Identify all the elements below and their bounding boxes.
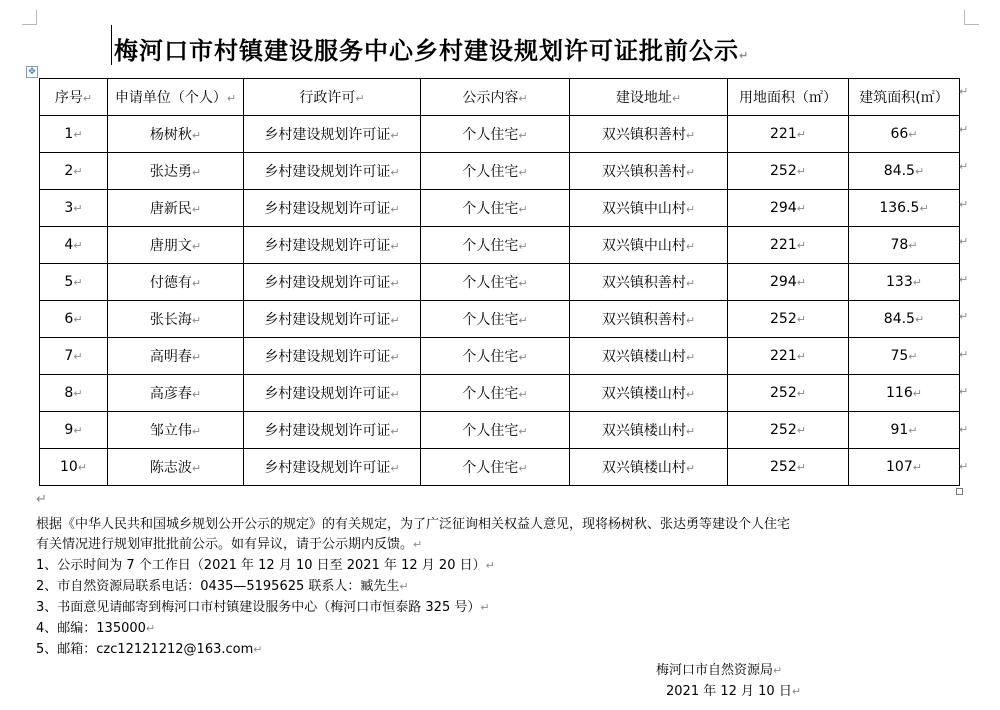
building-area-cell[interactable]: 136.5↵ [849,190,960,227]
building-area-cell[interactable]: 78↵ [849,227,960,264]
index-cell[interactable]: 8↵ [40,375,108,412]
table-row [40,227,960,264]
table-row [40,116,960,153]
row-end-mark: ↵ [959,197,969,211]
row-end-mark: ↵ [959,235,969,248]
address-cell[interactable]: 双兴镇楼山村↵ [570,375,728,412]
permit-cell[interactable]: 乡村建设规划许可证↵ [244,116,421,153]
permit-cell[interactable]: 乡村建设规划许可证↵ [244,412,421,449]
permit-cell[interactable]: 乡村建设规划许可证↵ [244,153,421,190]
permit-table [39,78,960,486]
permit-cell[interactable]: 乡村建设规划许可证↵ [244,227,421,264]
land-area-cell[interactable]: 294↵ [728,190,849,227]
header-cell-applicant[interactable]: 申请单位（个人）↵ [108,79,244,116]
address-cell[interactable]: 双兴镇积善村↵ [570,264,728,301]
notice-item-5[interactable]: 5、邮箱：czc12121212@163.com↵ [36,642,263,657]
permit-cell[interactable]: 乡村建设规划许可证↵ [244,375,421,412]
content-cell[interactable]: 个人住宅↵ [421,190,570,227]
header-cell-building-area[interactable]: 建筑面积(㎡） [849,79,960,116]
applicant-cell[interactable]: 唐朋文↵ [108,227,244,264]
header-cell-address[interactable]: 建设地址↵ [570,79,728,116]
permit-cell[interactable]: 乡村建设规划许可证↵ [244,338,421,375]
index-cell[interactable]: 3↵ [40,190,108,227]
table-body [40,116,960,486]
index-cell[interactable]: 6↵ [40,301,108,338]
content-cell[interactable]: 个人住宅↵ [421,153,570,190]
row-end-mark: ↵ [959,160,969,173]
header-cell-permit[interactable]: 行政许可↵ [244,79,421,116]
document-title[interactable]: 梅河口市村镇建设服务中心乡村建设规划许可证批前公示↵ [114,37,750,65]
land-area-cell[interactable]: 221↵ [728,116,849,153]
land-area-cell[interactable]: 252↵ [728,412,849,449]
content-cell[interactable]: 个人住宅↵ [421,227,570,264]
address-cell[interactable]: 双兴镇楼山村↵ [570,412,728,449]
content-cell[interactable]: 个人住宅↵ [421,375,570,412]
applicant-cell[interactable]: 张长海↵ [108,301,244,338]
table-header-row [40,79,960,116]
row-end-mark: ↵ [959,272,969,286]
notice-item-1[interactable]: 1、公示时间为 7 个工作日（2021 年 12 月 10 日至 2021 年 12 月 20 日）↵ [36,558,495,573]
table-resize-handle[interactable] [956,488,963,495]
land-area-cell[interactable]: 221↵ [728,227,849,264]
table-row [40,375,960,412]
land-area-cell[interactable]: 294↵ [728,264,849,301]
page-corner-mark-top-right [964,10,979,25]
row-end-mark: ↵ [959,460,969,473]
address-cell[interactable]: 双兴镇楼山村↵ [570,449,728,486]
table-row [40,153,960,190]
index-cell[interactable]: 9↵ [40,412,108,449]
signature-date[interactable]: 2021 年 12 月 10 日↵ [666,684,802,699]
building-area-cell[interactable]: 84.5↵ [849,153,960,190]
table-row [40,190,960,227]
index-cell[interactable]: 4↵ [40,227,108,264]
index-cell[interactable]: 5↵ [40,264,108,301]
table-row [40,449,960,486]
land-area-cell[interactable]: 252↵ [728,449,849,486]
notice-item-2[interactable]: 2、市自然资源局联系电话：0435—5195625 联系人：臧先生↵ [36,579,409,594]
content-cell[interactable]: 个人住宅↵ [421,264,570,301]
index-cell[interactable]: 1↵ [40,116,108,153]
address-cell[interactable]: 双兴镇积善村↵ [570,153,728,190]
row-end-marks [959,78,973,491]
row-end-mark: ↵ [959,385,969,398]
row-end-mark: ↵ [959,310,969,323]
notice-intro-line1[interactable]: 根据《中华人民共和国城乡规划公开公示的规定》的有关规定，为了广泛征询相关权益人意见，现将杨树秋、张达勇等建设个人住宅 [36,517,791,532]
building-area-cell[interactable]: 66↵ [849,116,960,153]
permit-cell[interactable]: 乡村建设规划许可证↵ [244,449,421,486]
building-area-cell[interactable]: 91↵ [849,412,960,449]
table-row [40,264,960,301]
building-area-cell[interactable]: 107↵ [849,449,960,486]
content-cell[interactable]: 个人住宅↵ [421,116,570,153]
address-cell[interactable]: 双兴镇中山村↵ [570,190,728,227]
applicant-cell[interactable]: 张达勇↵ [108,153,244,190]
row-end-mark: ↵ [959,122,969,136]
building-area-cell[interactable]: 133↵ [849,264,960,301]
applicant-cell[interactable]: 付德有↵ [108,264,244,301]
content-cell[interactable]: 个人住宅↵ [421,412,570,449]
index-cell[interactable]: 7↵ [40,338,108,375]
applicant-cell[interactable]: 杨树秋↵ [108,116,244,153]
signature-organization[interactable]: 梅河口市自然资源局↵ [656,663,783,678]
permit-cell[interactable]: 乡村建设规划许可证↵ [244,301,421,338]
land-area-cell[interactable]: 252↵ [728,153,849,190]
permit-cell[interactable]: 乡村建设规划许可证↵ [244,190,421,227]
notice-intro-line2[interactable]: 有关情况进行规划审批批前公示。如有异议，请于公示期内反馈。↵ [36,537,423,552]
header-cell-land-area[interactable]: 用地面积（㎡） [728,79,849,116]
applicant-cell[interactable]: 高彦春↵ [108,375,244,412]
row-end-mark: ↵ [959,347,969,361]
applicant-cell[interactable]: 陈志波↵ [108,449,244,486]
notice-item-3[interactable]: 3、书面意见请邮寄到梅河口市村镇建设服务中心（梅河口市恒泰路 325 号）↵ [36,600,490,615]
land-area-cell[interactable]: 252↵ [728,301,849,338]
header-cell-content[interactable]: 公示内容↵ [421,79,570,116]
row-end-mark: ↵ [959,422,969,436]
table-row [40,301,960,338]
applicant-cell[interactable]: 邹立伟↵ [108,412,244,449]
index-cell[interactable]: 2↵ [40,153,108,190]
page-corner-mark-top-left [22,10,37,25]
land-area-cell[interactable]: 252↵ [728,375,849,412]
header-cell-index[interactable]: 序号↵ [40,79,108,116]
permit-cell[interactable]: 乡村建设规划许可证↵ [244,264,421,301]
building-area-cell[interactable]: 75↵ [849,338,960,375]
applicant-cell[interactable]: 唐新民↵ [108,190,244,227]
content-cell[interactable]: 个人住宅↵ [421,449,570,486]
building-area-cell[interactable]: 84.5↵ [849,301,960,338]
address-cell[interactable]: 双兴镇楼山村↵ [570,338,728,375]
address-cell[interactable]: 双兴镇中山村↵ [570,227,728,264]
row-end-mark: ↵ [959,85,969,98]
table-row [40,338,960,375]
notice-item-4[interactable]: 4、邮编：135000↵ [36,621,156,636]
table-move-handle-icon[interactable]: ✥ [26,66,38,78]
table-row [40,412,960,449]
content-cell[interactable]: 个人住宅↵ [421,301,570,338]
index-cell[interactable]: 10↵ [40,449,108,486]
text-cursor [111,25,112,65]
address-cell[interactable]: 双兴镇积善村↵ [570,116,728,153]
empty-paragraph-mark: ↵ [36,492,47,507]
building-area-cell[interactable]: 116↵ [849,375,960,412]
land-area-cell[interactable]: 221↵ [728,338,849,375]
address-cell[interactable]: 双兴镇积善村↵ [570,301,728,338]
applicant-cell[interactable]: 高明春↵ [108,338,244,375]
content-cell[interactable]: 个人住宅↵ [421,338,570,375]
